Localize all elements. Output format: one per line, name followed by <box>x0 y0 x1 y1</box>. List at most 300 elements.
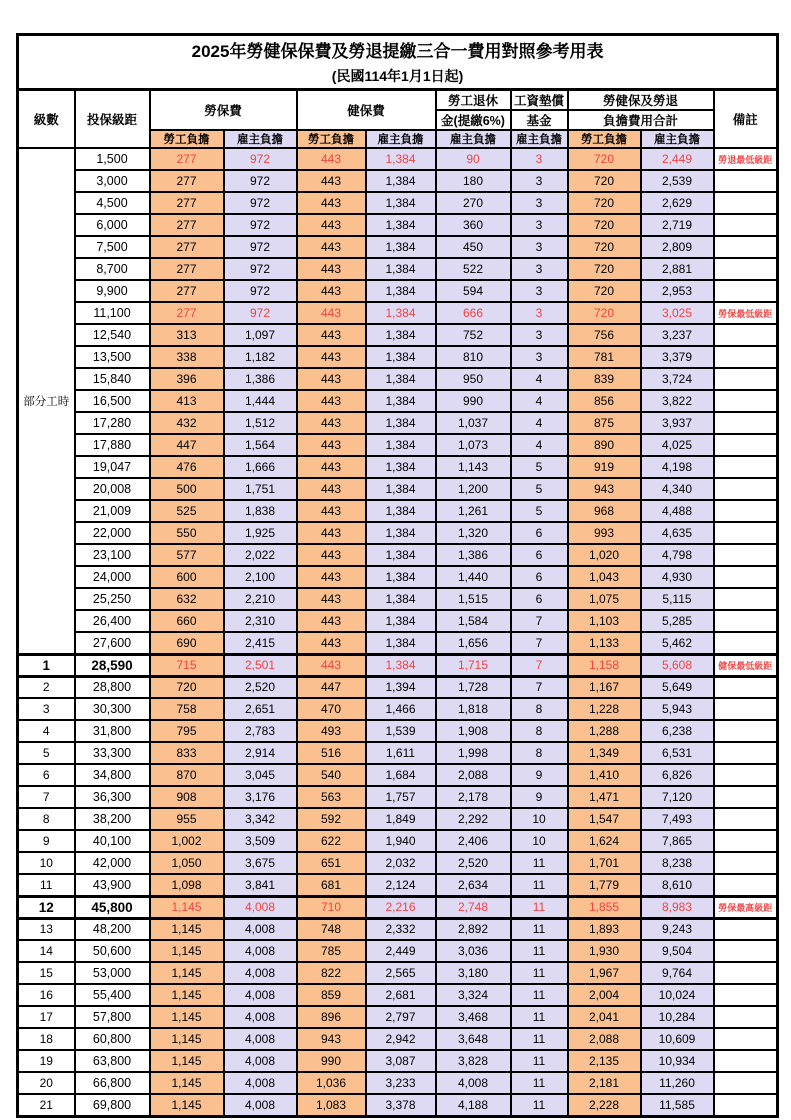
total-employer-cell: 7,493 <box>641 808 714 830</box>
pension-employer-cell: 950 <box>436 368 511 390</box>
wage-fund-employer-cell: 7 <box>511 632 568 654</box>
remark-cell <box>714 500 778 522</box>
total-employer-cell: 2,809 <box>641 236 714 258</box>
remark-cell: 健保最低級距 <box>714 654 778 676</box>
wage-fund-employer-cell: 6 <box>511 588 568 610</box>
total-employer-cell: 3,822 <box>641 390 714 412</box>
remark-cell <box>714 984 778 1006</box>
total-employee-cell: 2,135 <box>568 1050 641 1072</box>
health-employer-cell: 1,384 <box>366 368 436 390</box>
labor-employee-cell: 632 <box>150 588 224 610</box>
labor-employer-cell: 1,512 <box>224 412 297 434</box>
labor-employer-cell: 1,925 <box>224 522 297 544</box>
health-employer-cell: 1,384 <box>366 456 436 478</box>
table-row <box>18 214 778 236</box>
labor-employer-cell: 1,097 <box>224 324 297 346</box>
total-employee-cell: 1,043 <box>568 566 641 588</box>
remark-cell <box>714 1094 778 1116</box>
bracket-cell: 48,200 <box>75 918 150 940</box>
remark-cell <box>714 874 778 896</box>
remark-cell <box>714 610 778 632</box>
bracket-cell: 17,880 <box>75 434 150 456</box>
total-employee-cell: 1,349 <box>568 742 641 764</box>
health-employee-cell: 748 <box>297 918 366 940</box>
col-header-labor-insurance: 勞保費 <box>150 90 297 131</box>
labor-employer-cell: 2,310 <box>224 610 297 632</box>
labor-employee-cell: 1,145 <box>150 962 224 984</box>
table-row <box>18 764 778 786</box>
labor-employer-cell: 4,008 <box>224 962 297 984</box>
total-employee-cell: 720 <box>568 192 641 214</box>
health-employer-cell: 1,384 <box>366 346 436 368</box>
remark-cell <box>714 412 778 434</box>
bracket-cell: 19,047 <box>75 456 150 478</box>
bracket-cell: 6,000 <box>75 214 150 236</box>
health-employer-cell: 1,384 <box>366 522 436 544</box>
remark-cell <box>714 808 778 830</box>
total-employee-cell: 720 <box>568 214 641 236</box>
total-employee-cell: 1,103 <box>568 610 641 632</box>
table-row <box>18 346 778 368</box>
bracket-cell: 13,500 <box>75 346 150 368</box>
total-employer-cell: 2,449 <box>641 148 714 170</box>
total-employer-cell: 3,025 <box>641 302 714 324</box>
total-employee-cell: 1,167 <box>568 676 641 698</box>
table-row <box>18 522 778 544</box>
labor-employer-cell: 3,176 <box>224 786 297 808</box>
total-employee-cell: 968 <box>568 500 641 522</box>
table-row <box>18 676 778 698</box>
remark-cell <box>714 280 778 302</box>
table-row <box>18 742 778 764</box>
table-row <box>18 192 778 214</box>
total-employee-cell: 1,133 <box>568 632 641 654</box>
labor-employee-cell: 1,145 <box>150 1028 224 1050</box>
health-employer-cell: 1,384 <box>366 654 436 676</box>
total-employer-cell: 5,608 <box>641 654 714 676</box>
bracket-cell: 50,600 <box>75 940 150 962</box>
level-cell: 8 <box>18 808 75 830</box>
wage-fund-employer-cell: 11 <box>511 1050 568 1072</box>
total-employer-cell: 10,934 <box>641 1050 714 1072</box>
total-employer-cell: 8,983 <box>641 896 714 918</box>
health-employer-cell: 1,384 <box>366 632 436 654</box>
labor-employer-cell: 972 <box>224 280 297 302</box>
labor-employer-cell: 2,415 <box>224 632 297 654</box>
remark-cell <box>714 698 778 720</box>
pension-employer-cell: 522 <box>436 258 511 280</box>
table-row <box>18 588 778 610</box>
pension-employer-cell: 450 <box>436 236 511 258</box>
labor-employee-cell: 1,002 <box>150 830 224 852</box>
table-row <box>18 500 778 522</box>
total-employer-cell: 7,865 <box>641 830 714 852</box>
labor-employee-cell: 447 <box>150 434 224 456</box>
labor-employee-cell: 432 <box>150 412 224 434</box>
bracket-cell: 36,300 <box>75 786 150 808</box>
health-employee-cell: 1,036 <box>297 1072 366 1094</box>
pension-employer-cell: 1,440 <box>436 566 511 588</box>
table-row <box>18 698 778 720</box>
labor-employee-cell: 277 <box>150 170 224 192</box>
total-employee-cell: 1,471 <box>568 786 641 808</box>
total-employee-cell: 1,288 <box>568 720 641 742</box>
pension-employer-cell: 270 <box>436 192 511 214</box>
health-employee-cell: 622 <box>297 830 366 852</box>
labor-employer-cell: 4,008 <box>224 896 297 918</box>
wage-fund-employer-cell: 11 <box>511 874 568 896</box>
labor-employer-cell: 1,838 <box>224 500 297 522</box>
table-row <box>18 434 778 456</box>
health-employee-cell: 443 <box>297 434 366 456</box>
labor-employee-cell: 338 <box>150 346 224 368</box>
bracket-cell: 16,500 <box>75 390 150 412</box>
health-employer-cell: 1,384 <box>366 544 436 566</box>
health-employer-cell: 1,940 <box>366 830 436 852</box>
pension-employer-cell: 3,036 <box>436 940 511 962</box>
table-row <box>18 984 778 1006</box>
bracket-cell: 33,300 <box>75 742 150 764</box>
labor-employer-cell: 972 <box>224 302 297 324</box>
wage-fund-employer-cell: 3 <box>511 192 568 214</box>
pension-employer-cell: 360 <box>436 214 511 236</box>
health-employee-cell: 443 <box>297 302 366 324</box>
health-employer-cell: 1,757 <box>366 786 436 808</box>
table-row <box>18 918 778 940</box>
health-employer-cell: 2,124 <box>366 874 436 896</box>
level-cell: 5 <box>18 742 75 764</box>
health-employee-cell: 443 <box>297 258 366 280</box>
title-cell <box>18 35 778 90</box>
labor-employee-cell: 277 <box>150 236 224 258</box>
labor-employer-cell: 3,841 <box>224 874 297 896</box>
total-employee-cell: 1,228 <box>568 698 641 720</box>
health-employer-cell: 2,032 <box>366 852 436 874</box>
total-employee-cell: 856 <box>568 390 641 412</box>
pension-employer-cell: 1,715 <box>436 654 511 676</box>
health-employee-cell: 822 <box>297 962 366 984</box>
health-employer-cell: 1,384 <box>366 412 436 434</box>
wage-fund-employer-cell: 4 <box>511 412 568 434</box>
labor-employer-cell: 1,182 <box>224 346 297 368</box>
pension-employer-cell: 2,892 <box>436 918 511 940</box>
pension-employer-cell: 594 <box>436 280 511 302</box>
pension-employer-cell: 990 <box>436 390 511 412</box>
health-employer-cell: 2,332 <box>366 918 436 940</box>
bracket-cell: 9,900 <box>75 280 150 302</box>
total-employee-cell: 2,228 <box>568 1094 641 1116</box>
table-row <box>18 368 778 390</box>
pension-employer-cell: 1,037 <box>436 412 511 434</box>
labor-employee-cell: 277 <box>150 280 224 302</box>
pension-employer-cell: 3,468 <box>436 1006 511 1028</box>
pension-employer-cell: 1,728 <box>436 676 511 698</box>
wage-fund-employer-cell: 3 <box>511 236 568 258</box>
health-employer-cell: 1,384 <box>366 236 436 258</box>
health-employee-cell: 896 <box>297 1006 366 1028</box>
pension-employer-cell: 1,386 <box>436 544 511 566</box>
total-employee-cell: 720 <box>568 302 641 324</box>
health-employee-cell: 443 <box>297 236 366 258</box>
total-employee-cell: 720 <box>568 170 641 192</box>
total-employee-cell: 1,547 <box>568 808 641 830</box>
labor-employer-cell: 972 <box>224 214 297 236</box>
remark-cell <box>714 962 778 984</box>
table-row <box>18 720 778 742</box>
table-row <box>18 1094 778 1116</box>
remark-cell <box>714 214 778 236</box>
remark-cell <box>714 676 778 698</box>
labor-employer-cell: 4,008 <box>224 940 297 962</box>
labor-employee-cell: 833 <box>150 742 224 764</box>
bracket-cell: 66,800 <box>75 1072 150 1094</box>
health-employee-cell: 540 <box>297 764 366 786</box>
level-cell: 19 <box>18 1050 75 1072</box>
bracket-cell: 42,000 <box>75 852 150 874</box>
pension-employer-cell: 1,261 <box>436 500 511 522</box>
part-time-label-cell: 部分工時 <box>18 148 75 654</box>
pension-employer-cell: 810 <box>436 346 511 368</box>
total-employer-cell: 2,881 <box>641 258 714 280</box>
table-row <box>18 280 778 302</box>
level-cell: 14 <box>18 940 75 962</box>
remark-cell <box>714 522 778 544</box>
pension-employer-cell: 3,324 <box>436 984 511 1006</box>
total-employee-cell: 1,020 <box>568 544 641 566</box>
bracket-cell: 28,800 <box>75 676 150 698</box>
labor-employer-cell: 4,008 <box>224 1050 297 1072</box>
remark-cell <box>714 544 778 566</box>
health-employee-cell: 443 <box>297 390 366 412</box>
health-employer-cell: 1,384 <box>366 610 436 632</box>
health-employer-cell: 1,384 <box>366 302 436 324</box>
bracket-cell: 11,100 <box>75 302 150 324</box>
subheader-health-employer: 雇主負擔 <box>366 130 436 148</box>
table-body <box>18 148 778 1116</box>
level-cell: 12 <box>18 896 75 918</box>
bracket-cell: 23,100 <box>75 544 150 566</box>
bracket-cell: 69,800 <box>75 1094 150 1116</box>
labor-employee-cell: 1,145 <box>150 896 224 918</box>
wage-fund-employer-cell: 11 <box>511 962 568 984</box>
health-employee-cell: 443 <box>297 610 366 632</box>
health-employee-cell: 443 <box>297 456 366 478</box>
labor-employer-cell: 2,914 <box>224 742 297 764</box>
health-employee-cell: 443 <box>297 522 366 544</box>
labor-employee-cell: 500 <box>150 478 224 500</box>
total-employer-cell: 9,243 <box>641 918 714 940</box>
total-employer-cell: 6,238 <box>641 720 714 742</box>
level-cell: 10 <box>18 852 75 874</box>
labor-employee-cell: 1,098 <box>150 874 224 896</box>
level-cell: 20 <box>18 1072 75 1094</box>
remark-cell <box>714 566 778 588</box>
bracket-cell: 4,500 <box>75 192 150 214</box>
total-employer-cell: 5,285 <box>641 610 714 632</box>
bracket-cell: 34,800 <box>75 764 150 786</box>
pension-employer-cell: 1,143 <box>436 456 511 478</box>
wage-fund-employer-cell: 5 <box>511 478 568 500</box>
labor-employer-cell: 4,008 <box>224 1006 297 1028</box>
pension-employer-cell: 2,748 <box>436 896 511 918</box>
health-employer-cell: 2,216 <box>366 896 436 918</box>
pension-employer-cell: 666 <box>436 302 511 324</box>
labor-employer-cell: 2,783 <box>224 720 297 742</box>
bracket-cell: 12,540 <box>75 324 150 346</box>
labor-employer-cell: 1,751 <box>224 478 297 500</box>
labor-employee-cell: 313 <box>150 324 224 346</box>
total-employer-cell: 2,629 <box>641 192 714 214</box>
health-employer-cell: 1,466 <box>366 698 436 720</box>
labor-employee-cell: 600 <box>150 566 224 588</box>
wage-fund-employer-cell: 6 <box>511 566 568 588</box>
labor-employer-cell: 3,675 <box>224 852 297 874</box>
level-cell: 16 <box>18 984 75 1006</box>
table-row <box>18 896 778 918</box>
bracket-cell: 40,100 <box>75 830 150 852</box>
total-employee-cell: 1,779 <box>568 874 641 896</box>
subheader-pension-employer: 雇主負擔 <box>436 130 511 148</box>
total-employee-cell: 1,158 <box>568 654 641 676</box>
pension-employer-cell: 2,178 <box>436 786 511 808</box>
table-row <box>18 258 778 280</box>
labor-employee-cell: 277 <box>150 258 224 280</box>
total-employer-cell: 4,340 <box>641 478 714 500</box>
wage-fund-employer-cell: 3 <box>511 280 568 302</box>
level-cell: 17 <box>18 1006 75 1028</box>
table-row <box>18 478 778 500</box>
health-employer-cell: 1,384 <box>366 390 436 412</box>
labor-employee-cell: 955 <box>150 808 224 830</box>
level-cell: 2 <box>18 676 75 698</box>
labor-employee-cell: 1,145 <box>150 1006 224 1028</box>
wage-fund-employer-cell: 11 <box>511 940 568 962</box>
health-employer-cell: 3,233 <box>366 1072 436 1094</box>
wage-fund-employer-cell: 7 <box>511 654 568 676</box>
remark-cell <box>714 940 778 962</box>
remark-cell <box>714 324 778 346</box>
pension-employer-cell: 180 <box>436 170 511 192</box>
health-employee-cell: 447 <box>297 676 366 698</box>
health-employer-cell: 3,378 <box>366 1094 436 1116</box>
labor-employee-cell: 715 <box>150 654 224 676</box>
labor-employee-cell: 1,145 <box>150 984 224 1006</box>
table-subtitle: (民國114年1月1日起) <box>331 67 464 84</box>
remark-cell <box>714 1050 778 1072</box>
health-employee-cell: 1,083 <box>297 1094 366 1116</box>
labor-employer-cell: 972 <box>224 148 297 170</box>
remark-cell <box>714 764 778 786</box>
labor-employer-cell: 3,342 <box>224 808 297 830</box>
pension-employer-cell: 1,818 <box>436 698 511 720</box>
total-employer-cell: 11,585 <box>641 1094 714 1116</box>
health-employee-cell: 443 <box>297 346 366 368</box>
labor-employer-cell: 1,564 <box>224 434 297 456</box>
total-employee-cell: 993 <box>568 522 641 544</box>
labor-employee-cell: 795 <box>150 720 224 742</box>
bracket-cell: 7,500 <box>75 236 150 258</box>
wage-fund-employer-cell: 11 <box>511 1094 568 1116</box>
table-row <box>18 1028 778 1050</box>
pension-employer-cell: 2,088 <box>436 764 511 786</box>
health-employer-cell: 2,797 <box>366 1006 436 1028</box>
wage-fund-employer-cell: 3 <box>511 214 568 236</box>
bracket-cell: 1,500 <box>75 148 150 170</box>
health-employee-cell: 651 <box>297 852 366 874</box>
pension-employer-cell: 1,073 <box>436 434 511 456</box>
total-employer-cell: 5,115 <box>641 588 714 610</box>
col-header-total-line1: 勞健保及勞退 <box>568 90 714 111</box>
total-employee-cell: 720 <box>568 148 641 170</box>
labor-employee-cell: 577 <box>150 544 224 566</box>
total-employee-cell: 1,701 <box>568 852 641 874</box>
health-employee-cell: 516 <box>297 742 366 764</box>
total-employer-cell: 3,237 <box>641 324 714 346</box>
bracket-cell: 60,800 <box>75 1028 150 1050</box>
labor-employer-cell: 3,045 <box>224 764 297 786</box>
health-employee-cell: 493 <box>297 720 366 742</box>
total-employer-cell: 4,798 <box>641 544 714 566</box>
labor-employer-cell: 1,444 <box>224 390 297 412</box>
table-title: 2025年勞健保保費及勞退提繳三合一費用對照參考用表 <box>191 41 604 61</box>
level-cell: 13 <box>18 918 75 940</box>
bracket-cell: 38,200 <box>75 808 150 830</box>
bracket-cell: 17,280 <box>75 412 150 434</box>
total-employer-cell: 9,764 <box>641 962 714 984</box>
subheader-total-employee: 勞工負擔 <box>568 130 641 148</box>
total-employee-cell: 919 <box>568 456 641 478</box>
labor-employer-cell: 3,509 <box>224 830 297 852</box>
labor-employee-cell: 476 <box>150 456 224 478</box>
subheader-total-employer: 雇主負擔 <box>641 130 714 148</box>
wage-fund-employer-cell: 5 <box>511 500 568 522</box>
level-cell: 4 <box>18 720 75 742</box>
health-employee-cell: 443 <box>297 368 366 390</box>
total-employer-cell: 2,953 <box>641 280 714 302</box>
remark-cell <box>714 588 778 610</box>
pension-employer-cell: 4,188 <box>436 1094 511 1116</box>
total-employee-cell: 720 <box>568 280 641 302</box>
bracket-cell: 31,800 <box>75 720 150 742</box>
bracket-cell: 27,600 <box>75 632 150 654</box>
total-employee-cell: 943 <box>568 478 641 500</box>
table-row <box>18 830 778 852</box>
total-employer-cell: 4,198 <box>641 456 714 478</box>
total-employer-cell: 8,610 <box>641 874 714 896</box>
labor-employee-cell: 690 <box>150 632 224 654</box>
health-employee-cell: 443 <box>297 214 366 236</box>
pension-employer-cell: 752 <box>436 324 511 346</box>
remark-cell: 勞退最低級距 <box>714 148 778 170</box>
col-header-health-insurance: 健保費 <box>297 90 436 131</box>
labor-employer-cell: 4,008 <box>224 918 297 940</box>
table-row <box>18 236 778 258</box>
bracket-cell: 30,300 <box>75 698 150 720</box>
remark-cell <box>714 1072 778 1094</box>
level-cell: 15 <box>18 962 75 984</box>
bracket-cell: 8,700 <box>75 258 150 280</box>
remark-cell: 勞保最高級距 <box>714 896 778 918</box>
total-employee-cell: 2,041 <box>568 1006 641 1028</box>
total-employer-cell: 4,930 <box>641 566 714 588</box>
wage-fund-employer-cell: 11 <box>511 1072 568 1094</box>
health-employer-cell: 2,449 <box>366 940 436 962</box>
health-employee-cell: 443 <box>297 500 366 522</box>
col-header-pension-line2: 金(提繳6%) <box>436 110 511 130</box>
total-employee-cell: 2,004 <box>568 984 641 1006</box>
header-row-1 <box>18 90 778 111</box>
subheader-health-employee: 勞工負擔 <box>297 130 366 148</box>
